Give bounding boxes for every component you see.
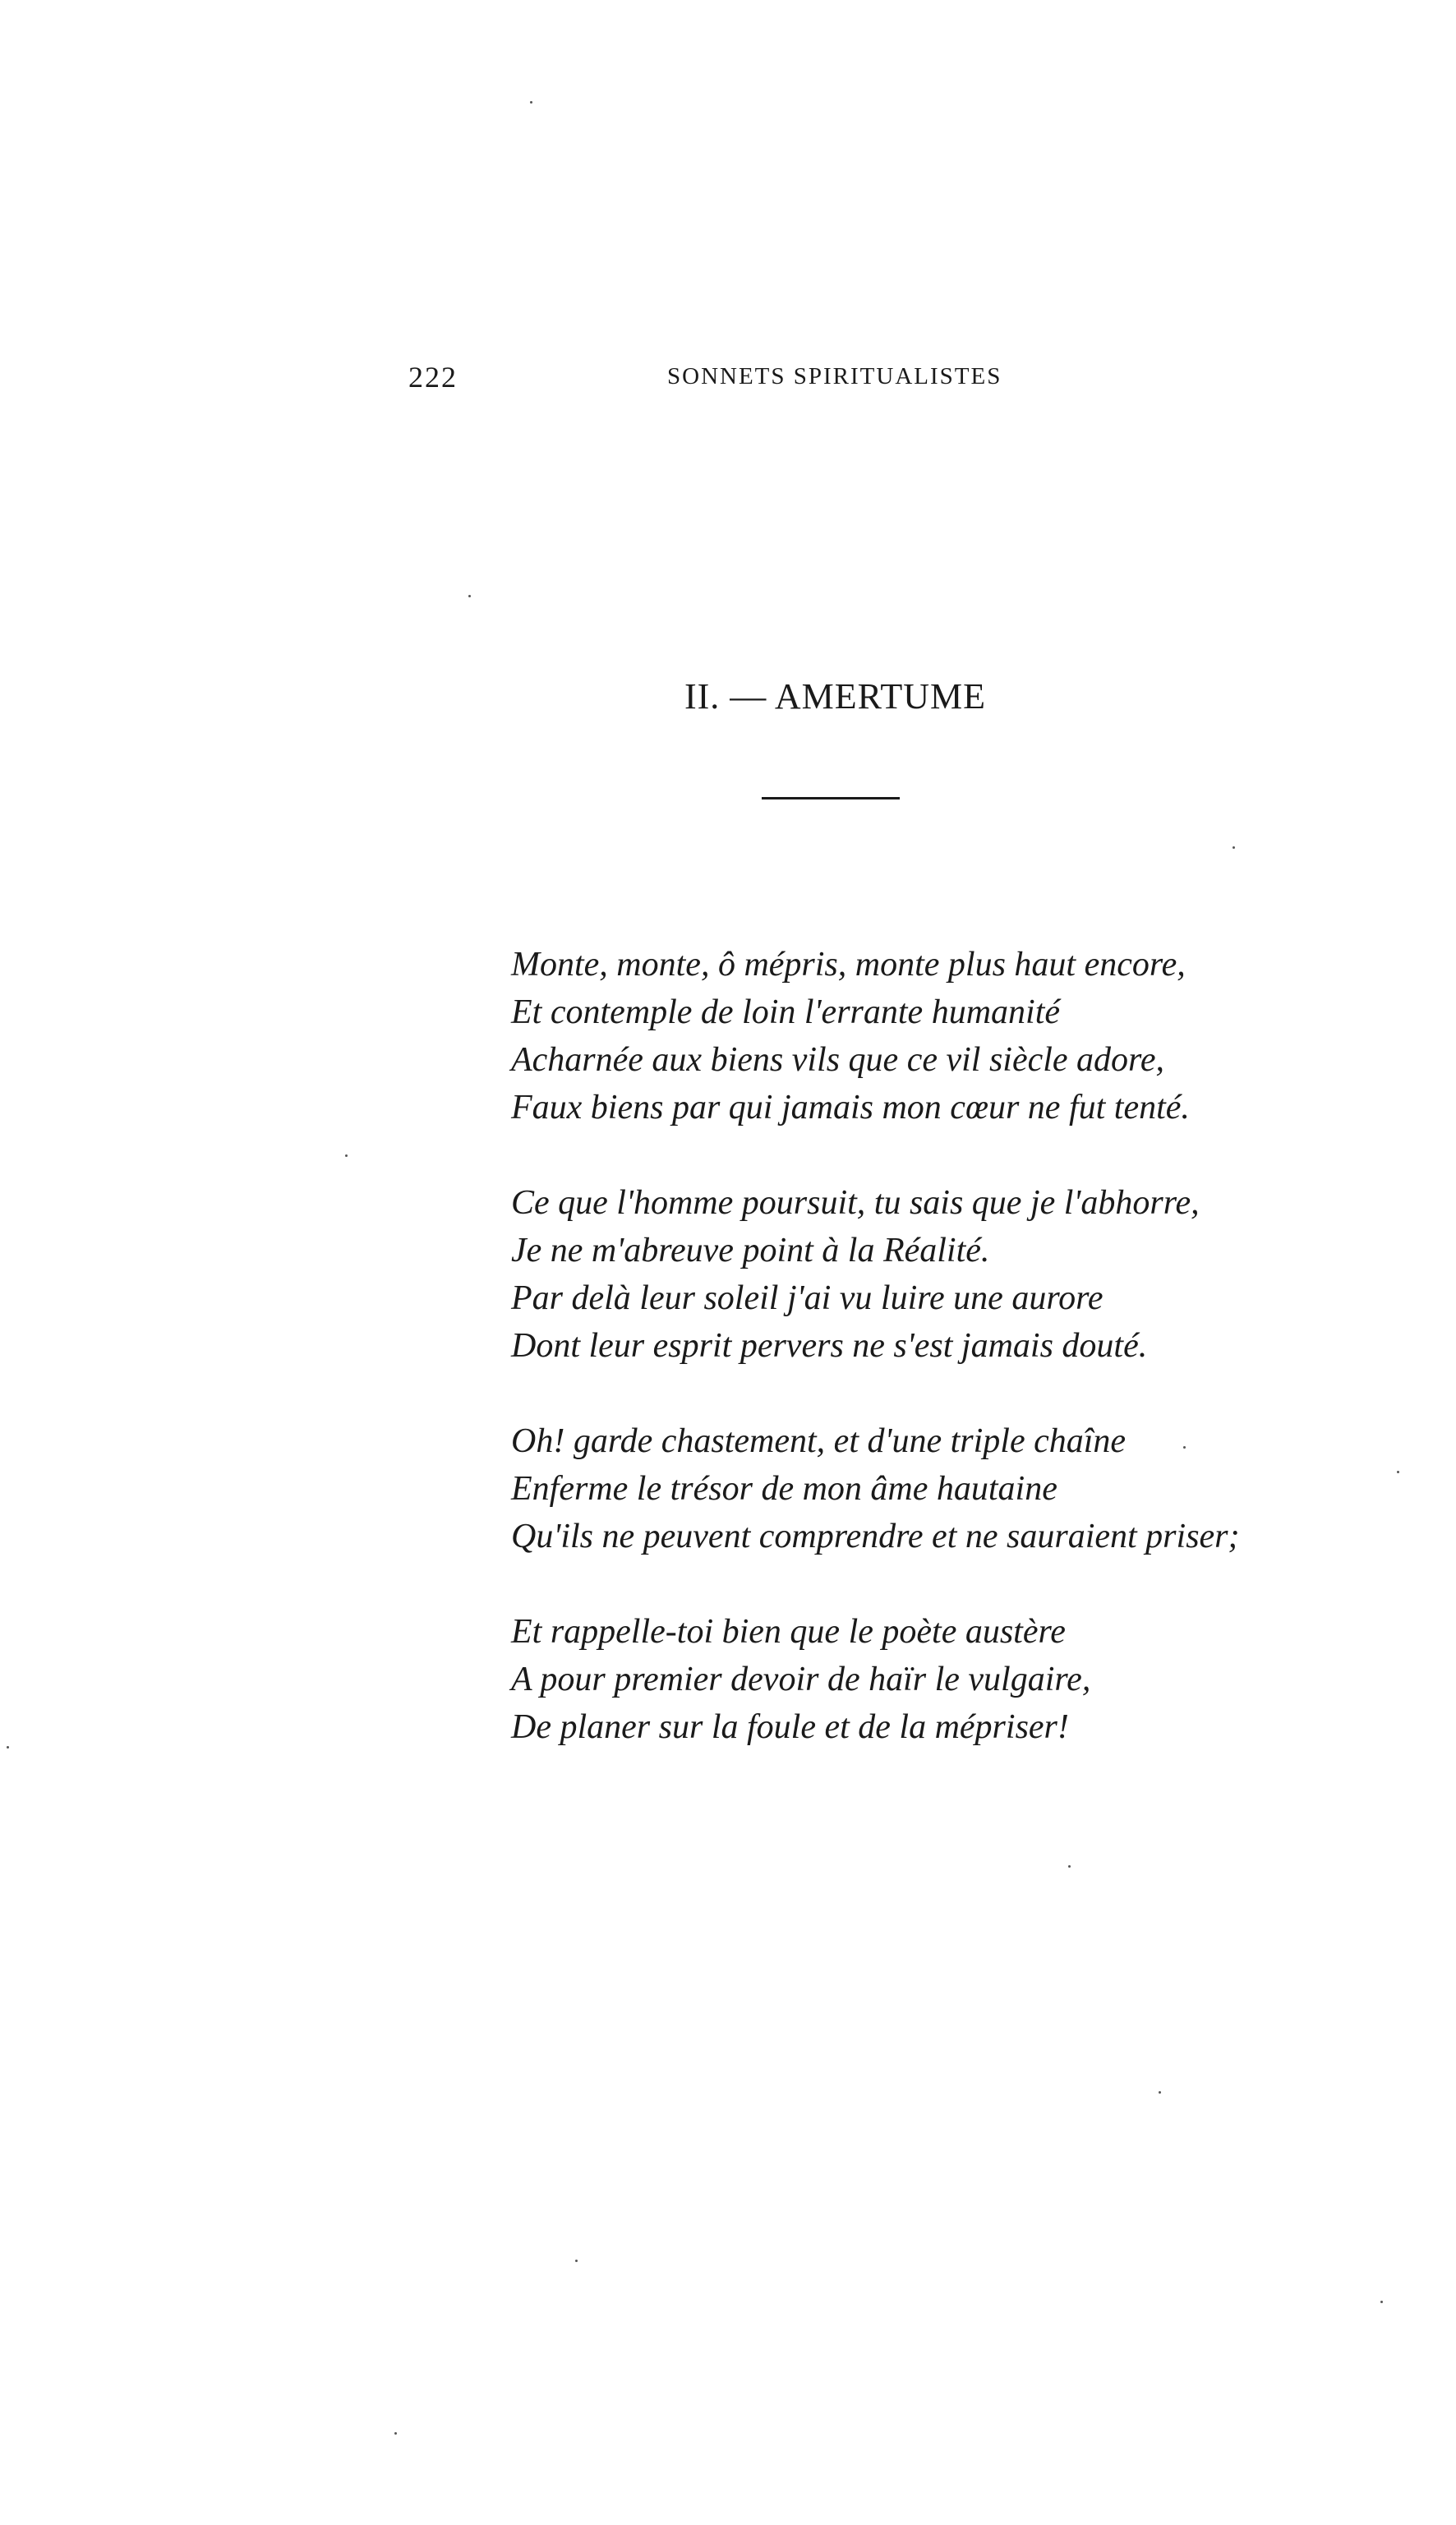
verse-line: Monte, monte, ô mépris, monte plus haut encore, [511,946,1186,984]
poem-body [511,941,1240,1799]
verse-line: Et rappelle-toi bien que le poète austère [511,1613,1066,1651]
paper-speck [575,2260,578,2262]
verse-line: Par delà leur soleil j'ai vu luire une aurore [511,1279,1104,1317]
stanza-2 [511,1179,1240,1370]
paper-speck [1397,1471,1399,1473]
verse-line: A pour premier devoir de haïr le vulgaire, [511,1661,1091,1698]
paper-speck [1233,846,1235,849]
paper-speck [1068,1865,1071,1868]
paper-speck [1183,1446,1186,1449]
paper-speck [7,1746,9,1749]
verse-line: De planer sur la foule et de la mépriser! [511,1708,1069,1746]
running-head: SONNETS SPIRITUALISTES [667,363,1002,389]
verse-line: Je ne m'abreuve point à la Réalité. [511,1232,990,1269]
poem-title: II. — AMERTUME [684,676,987,716]
paper-speck [345,1154,348,1157]
verse-line: Et contemple de loin l'errante humanité [511,993,1061,1031]
verse-line: Faux biens par qui jamais mon cœur ne fut tenté. [511,1089,1190,1127]
stanza-3 [511,1417,1240,1560]
verse-line: Oh! garde chastement, et d'une triple chaîne [511,1422,1127,1460]
paper-speck [468,595,471,597]
verse-line: Ce que l'homme poursuit, tu sais que je l'abhorre, [511,1184,1200,1222]
stanza-4 [511,1608,1240,1751]
paper-speck [394,2432,397,2435]
verse-line: Dont leur esprit pervers ne s'est jamais douté. [511,1327,1148,1365]
verse-line: Enferme le trésor de mon âme hautaine [511,1470,1057,1508]
verse-line: Qu'ils ne peuvent comprendre et ne sauraient priser; [511,1518,1240,1555]
verse-line: Acharnée aux biens vils que ce vil siècle adore, [511,1041,1164,1079]
page-number: 222 [408,361,458,394]
title-rule [762,797,900,799]
paper-speck [530,101,532,104]
paper-speck [1380,2301,1383,2303]
paper-speck [1159,2091,1161,2094]
stanza-1 [511,941,1240,1131]
